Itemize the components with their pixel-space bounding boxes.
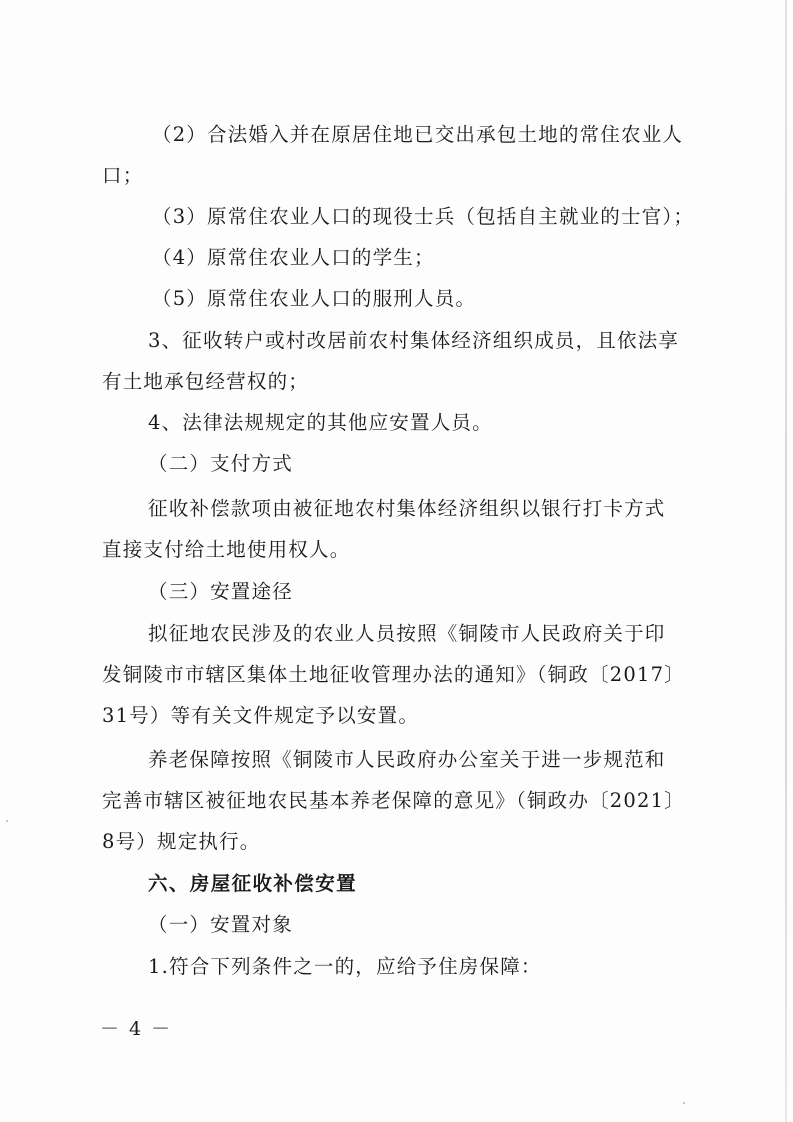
paragraph-item-3-continuation: 有土地承包经营权的； bbox=[102, 370, 310, 393]
list-item-2: （2）合法婚入并在原居住地已交出承包土地的常住农业人 bbox=[152, 123, 684, 146]
paragraph-payment: 征收补偿款项由被征地农村集体经济组织以银行打卡方式 bbox=[148, 497, 666, 520]
scan-speck bbox=[683, 1102, 685, 1104]
paragraph-pension-end: 8号）规定执行。 bbox=[102, 830, 261, 853]
scan-speck bbox=[6, 820, 8, 822]
list-item-5: （5）原常住农业人口的服刑人员。 bbox=[152, 287, 477, 310]
page-number: － 4 － bbox=[100, 1018, 173, 1040]
paragraph-payment-continuation: 直接支付给土地使用权人。 bbox=[102, 538, 351, 561]
list-item-4: （4）原常住农业人口的学生； bbox=[152, 246, 435, 269]
subheading-resettlement-targets: （一）安置对象 bbox=[148, 913, 293, 936]
paragraph-resettlement: 拟征地农民涉及的农业人员按照《铜陵市人民政府关于印 bbox=[148, 622, 666, 645]
section-heading-housing: 六、房屋征收补偿安置 bbox=[148, 872, 358, 895]
subheading-resettlement-approach: （三）安置途径 bbox=[148, 580, 293, 603]
paragraph-resettlement-end: 31号）等有关文件规定予以安置。 bbox=[102, 704, 420, 727]
paragraph-pension-continuation: 完善市辖区被征地农民基本养老保障的意见》（铜政办〔2021〕 bbox=[102, 789, 685, 812]
paragraph-resettlement-continuation: 发铜陵市市辖区集体土地征收管理办法的通知》（铜政〔2017〕 bbox=[102, 663, 685, 686]
paragraph-item-3: 3、征收转户或村改居前农村集体经济组织成员，且依法享 bbox=[148, 329, 680, 352]
subheading-payment-method: （二）支付方式 bbox=[148, 452, 293, 475]
paragraph-item-4: 4、法律法规规定的其他应安置人员。 bbox=[148, 411, 493, 434]
paragraph-conditions: 1.符合下列条件之一的，应给予住房保障： bbox=[148, 955, 542, 978]
list-item-3: （3）原常住农业人口的现役士兵（包括自主就业的士官）； bbox=[152, 205, 695, 228]
paragraph-pension: 养老保障按照《铜陵市人民政府办公室关于进一步规范和 bbox=[148, 748, 666, 771]
scan-edge-shadow bbox=[785, 0, 787, 1122]
list-item-2-continuation: 口； bbox=[102, 164, 144, 187]
